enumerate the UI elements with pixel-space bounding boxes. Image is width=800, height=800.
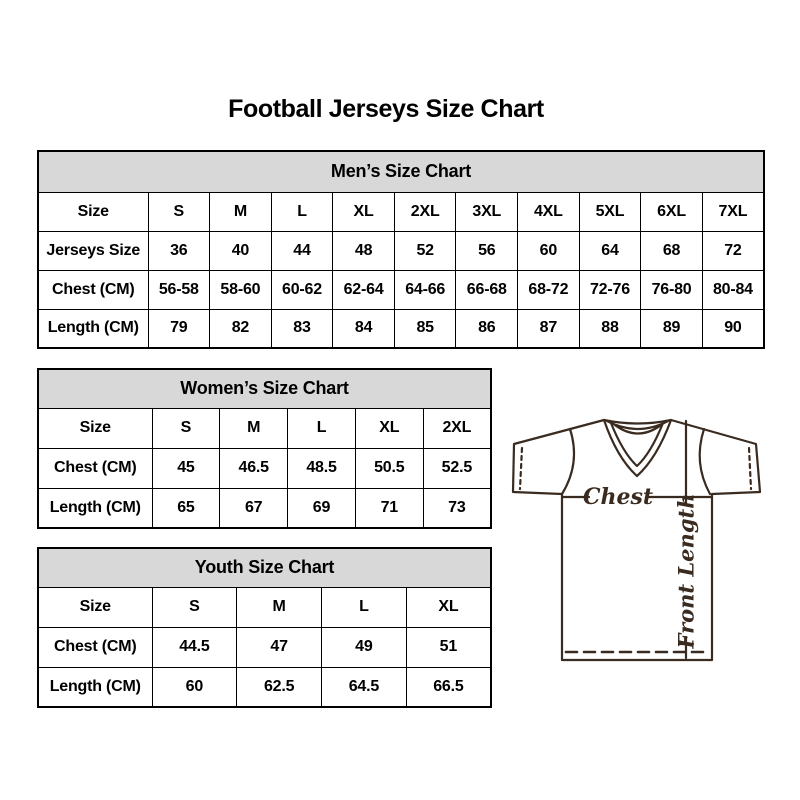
table-cell: 4XL [518, 192, 580, 231]
table-cell: 87 [518, 309, 580, 348]
table-cell: 48.5 [288, 448, 356, 488]
table-cell: 80-84 [702, 270, 764, 309]
table-cell: S [148, 192, 210, 231]
row-header: Length (CM) [38, 667, 152, 707]
table-row [38, 151, 764, 192]
jersey-diagram-svg [500, 400, 770, 680]
table-cell: M [220, 408, 288, 448]
table-cell: 82 [210, 309, 272, 348]
jersey-armhole-left [562, 429, 574, 494]
table-row [38, 667, 491, 707]
table-cell: 44.5 [152, 627, 237, 667]
table-cell: S [152, 408, 220, 448]
row-header: Length (CM) [38, 488, 152, 528]
table-row [38, 231, 764, 270]
table-cell: 60-62 [271, 270, 333, 309]
table-cell: 72-76 [579, 270, 641, 309]
table-cell: 7XL [702, 192, 764, 231]
table-cell: XL [406, 587, 491, 627]
table-cell: 56 [456, 231, 518, 270]
table-cell: 68-72 [518, 270, 580, 309]
table-cell: 73 [423, 488, 491, 528]
table-cell: 66-68 [456, 270, 518, 309]
table-row [38, 587, 491, 627]
table-cell: 85 [394, 309, 456, 348]
table-cell: 60 [152, 667, 237, 707]
table-cell: 62-64 [333, 270, 395, 309]
table-cell: 49 [322, 627, 407, 667]
table-row [38, 408, 491, 448]
mens-table-title: Men’s Size Chart [38, 151, 764, 192]
table-cell: 2XL [394, 192, 456, 231]
table-cell: 36 [148, 231, 210, 270]
table-row [38, 448, 491, 488]
row-header: Size [38, 587, 152, 627]
youth-table-title: Youth Size Chart [38, 548, 491, 587]
womens-table-title: Women’s Size Chart [38, 369, 491, 408]
table-cell: 48 [333, 231, 395, 270]
womens-size-table [37, 368, 492, 529]
table-row [38, 548, 491, 587]
table-cell: 79 [148, 309, 210, 348]
table-row [38, 488, 491, 528]
table-cell: 44 [271, 231, 333, 270]
table-cell: 64.5 [322, 667, 407, 707]
jersey-measurement-diagram [500, 400, 770, 680]
table-cell: 45 [152, 448, 220, 488]
table-cell: S [152, 587, 237, 627]
table-row [38, 627, 491, 667]
table-cell: 67 [220, 488, 288, 528]
table-cell: 5XL [579, 192, 641, 231]
table-cell: 76-80 [641, 270, 703, 309]
table-cell: 6XL [641, 192, 703, 231]
cuff-stitch-left [520, 448, 522, 489]
table-cell: 72 [702, 231, 764, 270]
table-row [38, 192, 764, 231]
table-cell: 62.5 [237, 667, 322, 707]
table-cell: M [210, 192, 272, 231]
row-header: Size [38, 192, 148, 231]
table-cell: 52.5 [423, 448, 491, 488]
table-cell: 86 [456, 309, 518, 348]
table-cell: 56-58 [148, 270, 210, 309]
table-cell: 58-60 [210, 270, 272, 309]
table-cell: L [288, 408, 356, 448]
table-cell: XL [355, 408, 423, 448]
table-cell: 84 [333, 309, 395, 348]
table-cell: 65 [152, 488, 220, 528]
row-header: Chest (CM) [38, 270, 148, 309]
front-length-label: Front Length [673, 493, 699, 649]
table-cell: 2XL [423, 408, 491, 448]
table-cell: 68 [641, 231, 703, 270]
mens-size-table [37, 150, 765, 349]
table-cell: 88 [579, 309, 641, 348]
table-cell: XL [333, 192, 395, 231]
table-cell: 60 [518, 231, 580, 270]
table-cell: 64 [579, 231, 641, 270]
youth-size-table [37, 547, 492, 708]
table-cell: 3XL [456, 192, 518, 231]
row-header: Length (CM) [38, 309, 148, 348]
row-header: Chest (CM) [38, 448, 152, 488]
table-cell: 52 [394, 231, 456, 270]
table-row [38, 369, 491, 408]
table-cell: 50.5 [355, 448, 423, 488]
table-cell: 64-66 [394, 270, 456, 309]
row-header: Chest (CM) [38, 627, 152, 667]
table-cell: L [271, 192, 333, 231]
table-cell: 46.5 [220, 448, 288, 488]
table-cell: 47 [237, 627, 322, 667]
jersey-armhole-right [700, 429, 710, 494]
table-row [38, 270, 764, 309]
table-cell: 71 [355, 488, 423, 528]
table-cell: 90 [702, 309, 764, 348]
chest-label: Chest [582, 484, 654, 510]
row-header: Size [38, 408, 152, 448]
table-cell: 89 [641, 309, 703, 348]
table-cell: 83 [271, 309, 333, 348]
table-cell: L [322, 587, 407, 627]
table-cell: M [237, 587, 322, 627]
table-cell: 66.5 [406, 667, 491, 707]
table-cell: 69 [288, 488, 356, 528]
jersey-outline [513, 420, 760, 660]
table-cell: 40 [210, 231, 272, 270]
row-header: Jerseys Size [38, 231, 148, 270]
cuff-stitch-right [749, 448, 751, 489]
table-cell: 51 [406, 627, 491, 667]
page-title: Football Jerseys Size Chart [228, 95, 544, 123]
table-row [38, 309, 764, 348]
